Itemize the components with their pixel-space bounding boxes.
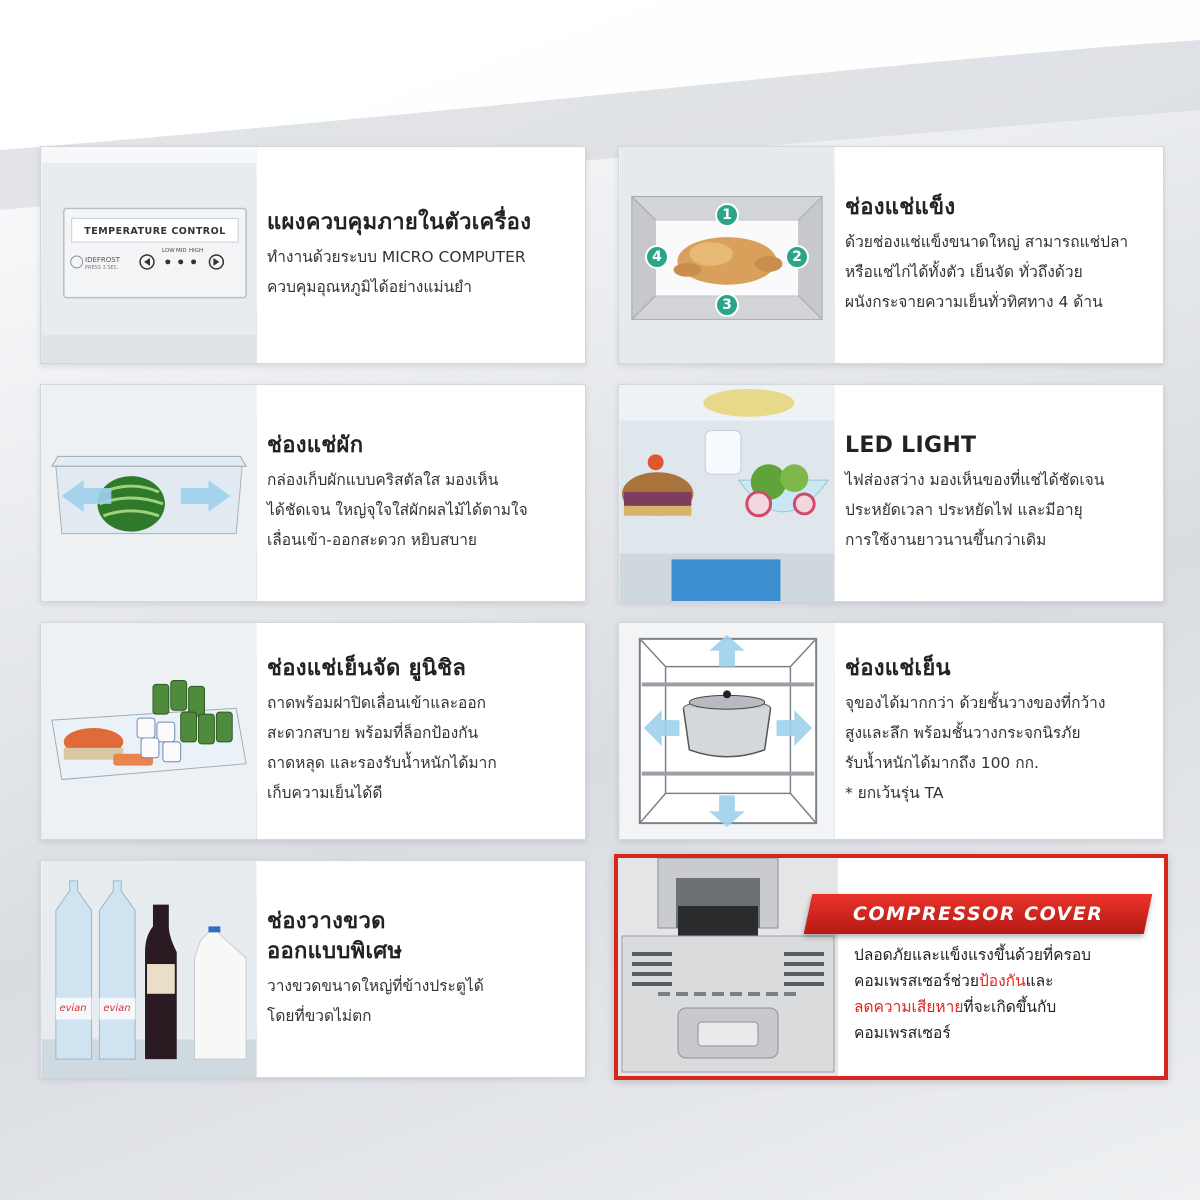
feature-title: ช่องแช่แข็ง (845, 195, 956, 221)
chilled-room-text (267, 623, 577, 839)
freezer-marker-2: 2 (785, 245, 809, 269)
refrigerator-text (845, 623, 1155, 839)
feature-line: ถาดหลุด และรองรับน้ำหนักได้มาก (267, 753, 497, 772)
feature-card-compressor-cover (614, 854, 1168, 1080)
panel-defrost-label: IDEFROST (85, 256, 120, 264)
freezer-marker-4: 4 (645, 245, 669, 269)
freezer-marker-1: 1 (715, 203, 739, 227)
temperature-control-text (267, 147, 577, 363)
panel-heading: TEMPERATURE CONTROL (84, 226, 226, 237)
feature-card-temperature-control (40, 146, 586, 364)
feature-line: ประหยัดเวลา ประหยัดไฟ และมีอายุ (845, 500, 1083, 519)
feature-line: เก็บความเย็นได้ดี (267, 783, 383, 802)
feature-line: * ยกเว้นรุ่น TA (845, 783, 944, 802)
compressor-line-3 (854, 994, 1154, 1020)
feature-title: ช่องแช่ผัก (267, 433, 364, 459)
feature-title: LED LIGHT (845, 433, 977, 459)
feature-line: ไฟส่องสว่าง มองเห็นของที่แช่ได้ชัดเจน (845, 470, 1105, 489)
compressor-line-4: คอมเพรสเซอร์ (854, 1024, 951, 1042)
feature-title-line-2: ออกแบบพิเศษ (267, 939, 403, 964)
feature-line: สะดวกสบาย พร้อมที่ล็อกป้องกัน (267, 723, 479, 742)
feature-line: ได้ชัดเจน ใหญ่จุใจใส่ผักผลไม้ได้ตามใจ (267, 500, 528, 519)
chilled-room-image (41, 623, 257, 839)
compressor-line-2b: และ (1025, 972, 1054, 990)
feature-title: แผงควบคุมภายในตัวเครื่อง (267, 210, 532, 236)
feature-line: ทำงานด้วยระบบ MICRO COMPUTER (267, 247, 526, 266)
compressor-highlight-protect: ป้องกัน (978, 972, 1026, 990)
feature-line: การใช้งานยาวนานขึ้นกว่าเดิม (845, 530, 1047, 549)
feature-card-freezer (618, 146, 1164, 364)
panel-level-low: LOW (162, 248, 175, 254)
compressor-cover-text (854, 942, 1154, 1046)
bottle-shelf-text (267, 861, 577, 1077)
led-light-image (619, 385, 835, 601)
compressor-cover-image (618, 858, 838, 1076)
feature-line: สูงและลึก พร้อมชั้นวางกระจกนิรภัย (845, 723, 1081, 742)
temperature-control-image (41, 147, 257, 363)
panel-level-mid: MID (176, 248, 187, 254)
freezer-text (845, 147, 1155, 363)
feature-card-led-light (618, 384, 1164, 602)
evian-label-2: evian (103, 1003, 131, 1014)
feature-card-chilled-room (40, 622, 586, 840)
feature-card-refrigerator (618, 622, 1164, 840)
freezer-image (619, 147, 835, 363)
feature-line: วางขวดขนาดใหญ่ที่ข้างประตูได้ (267, 976, 484, 995)
feature-line: จุของได้มากกว่า ด้วยชั้นวางของที่กว้าง (845, 693, 1106, 712)
compressor-cover-title: COMPRESSOR COVER (852, 903, 1104, 925)
feature-line: โดยที่ขวดไม่ตก (267, 1006, 372, 1025)
feature-title: ช่องแช่เย็นจัด ยูนิชิล (267, 656, 467, 682)
evian-label-1: evian (59, 1003, 87, 1014)
compressor-line-2 (854, 968, 1154, 994)
panel-level-high: HIGH (189, 248, 204, 254)
led-light-text (845, 385, 1155, 601)
feature-card-bottle-shelf (40, 860, 586, 1078)
bottle-shelf-image (41, 861, 257, 1077)
feature-line: รับน้ำหนักได้มากถึง 100 กก. (845, 753, 1039, 772)
vegetable-crisper-text (267, 385, 577, 601)
compressor-line-1: ปลอดภัยและแข็งแรงขึ้นด้วยที่ครอบ (854, 946, 1091, 964)
feature-line: หรือแช่ไก่ได้ทั้งตัว เย็นจัด ทั่วถึงด้วย (845, 262, 1083, 281)
feature-title-line-1: ช่องวางขวด (267, 909, 386, 935)
feature-line: เลื่อนเข้า-ออกสะดวก หยิบสบาย (267, 530, 477, 549)
feature-line: ควบคุมอุณหภูมิได้อย่างแม่นยำ (267, 277, 472, 296)
refrigerator-image (619, 623, 835, 839)
feature-line: ถาดพร้อมฝาปิดเลื่อนเข้าและออก (267, 693, 487, 712)
freezer-marker-3: 3 (715, 293, 739, 317)
panel-defrost-sub: PRESS 3 SEC. (85, 265, 119, 271)
compressor-cover-banner (804, 894, 1153, 934)
feature-line: กล่องเก็บผักแบบคริสตัลใส มองเห็น (267, 470, 499, 489)
vegetable-crisper-image (41, 385, 257, 601)
compressor-line-3b: ที่จะเกิดขึ้นกับ (963, 998, 1057, 1016)
feature-card-vegetable-crisper (40, 384, 586, 602)
compressor-highlight-damage: ลดความเสียหาย (854, 998, 964, 1016)
compressor-line-2a: คอมเพรสเซอร์ช่วย (854, 972, 979, 990)
feature-line: ด้วยช่องแช่แข็งขนาดใหญ่ สามารถแช่ปลา (845, 232, 1129, 251)
feature-title: ช่องแช่เย็น (845, 656, 951, 682)
feature-line: ผนังกระจายความเย็นทั่วทิศทาง 4 ด้าน (845, 292, 1103, 311)
